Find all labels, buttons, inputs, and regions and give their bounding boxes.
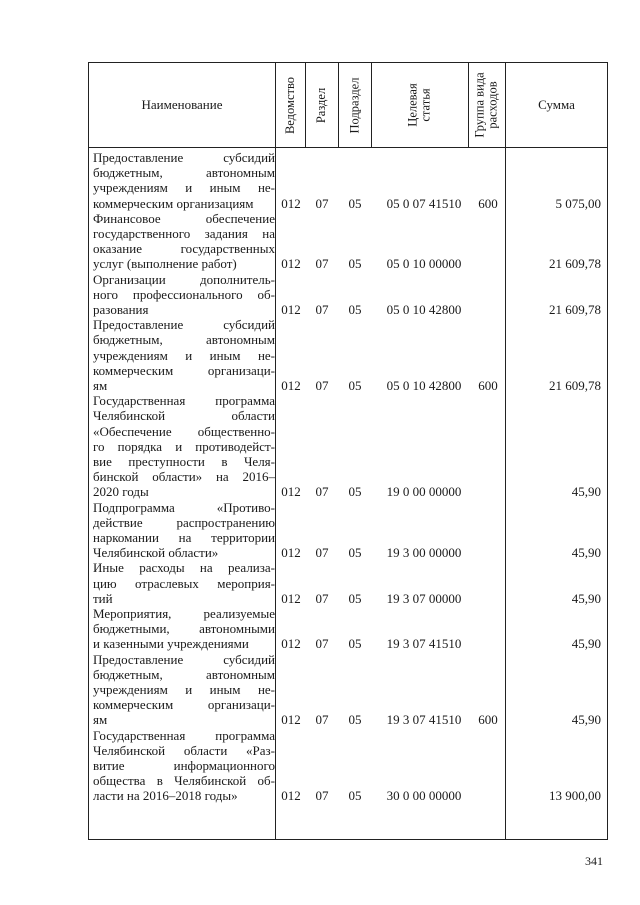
- row-podrazdel: 05: [348, 712, 362, 728]
- row-name-line: ям: [93, 712, 108, 728]
- row-celevaya: 19 3 07 41510: [386, 636, 462, 652]
- row-name-line: коммерческим организаци-: [93, 697, 275, 713]
- row-vedomstvo: 012: [281, 712, 301, 728]
- row-name-line: тий: [93, 590, 113, 606]
- row-celevaya: 05 0 07 41510: [386, 195, 462, 211]
- row-name-line: Предоставление субсидий: [93, 317, 275, 333]
- row-name-line: коммерческим организаци-: [93, 362, 275, 378]
- row-gruppa: 600: [478, 377, 498, 393]
- row-summa: 45,90: [571, 636, 601, 652]
- row-name-line: витие информационного: [93, 758, 275, 773]
- row-name: [93, 560, 275, 606]
- row-celevaya: 30 0 00 00000: [386, 788, 462, 804]
- row-name-line: вие преступности в Челя-: [93, 454, 275, 469]
- row-razdel: 07: [315, 195, 329, 211]
- row-podrazdel: 05: [348, 590, 362, 606]
- row-name-line: услуг (выполнение работ): [93, 256, 237, 272]
- row-vedomstvo: 012: [281, 545, 301, 561]
- row-vedomstvo: 012: [281, 377, 301, 393]
- row-razdel: 07: [315, 636, 329, 652]
- row-vedomstvo: 012: [281, 636, 301, 652]
- row-razdel: 07: [315, 590, 329, 606]
- row-razdel: 07: [315, 788, 329, 804]
- row-name-line: Финансовое обеспечение: [93, 210, 275, 226]
- header-summa-cell: [506, 63, 607, 147]
- row-vedomstvo: 012: [281, 590, 301, 606]
- row-summa: 5 075,00: [555, 195, 601, 211]
- row-name-line: Государственная программа: [93, 393, 275, 409]
- header-gruppa: [474, 72, 500, 137]
- row-name-line: ласти на 2016–2018 годы»: [93, 788, 238, 804]
- row-name-line: общества в Челябинской об-: [93, 773, 275, 789]
- header-razdel-cell: [306, 63, 338, 147]
- row-name-line: го порядка и противодейст-: [93, 438, 275, 454]
- row-name-line: бинской области» на 2016–: [93, 469, 275, 485]
- row-vedomstvo: 012: [281, 195, 301, 211]
- row-vedomstvo: 012: [281, 256, 301, 272]
- row-name-line: ям: [93, 378, 108, 393]
- header-name-cell: [89, 63, 275, 147]
- header-razdel: Раздел: [314, 87, 329, 123]
- row-podrazdel: 05: [348, 301, 362, 317]
- row-celevaya: 19 3 07 00000: [386, 590, 462, 606]
- row-podrazdel: 05: [348, 195, 362, 211]
- row-name-line: Предоставление субсидий: [93, 150, 275, 165]
- row-name-line: Подпрограмма «Противо-: [93, 499, 275, 515]
- row-gruppa: 600: [478, 195, 498, 211]
- header-vedomstvo-cell: [276, 63, 305, 147]
- row-name-line: наркомании на территории: [93, 530, 275, 545]
- row-vedomstvo: 012: [281, 301, 301, 317]
- table-row: [89, 150, 607, 211]
- table-row: [89, 500, 607, 561]
- header-gruppa-line2: расходов: [486, 81, 501, 129]
- header-name: Наименование: [141, 97, 223, 112]
- row-name-line: учреждениям и иным не-: [93, 347, 275, 363]
- row-name: [93, 393, 275, 499]
- row-celevaya: 19 3 07 41510: [386, 712, 462, 728]
- row-gruppa: 600: [478, 712, 498, 728]
- header-podrazdel: Подраздел: [347, 77, 362, 133]
- row-summa: 45,90: [571, 545, 601, 561]
- row-name: [93, 500, 275, 561]
- row-name-line: Предоставление субсидий: [93, 651, 275, 667]
- row-razdel: 07: [315, 377, 329, 393]
- table-row: [89, 272, 607, 318]
- table-row: [89, 560, 607, 606]
- row-name-line: 2020 годы: [93, 484, 149, 500]
- header-celevaya-line2: статья: [419, 88, 433, 122]
- row-name: [93, 317, 275, 393]
- row-name-line: Челябинской области «Раз-: [93, 742, 275, 758]
- row-name: [93, 728, 275, 804]
- row-name-line: Организации дополнитель-: [93, 271, 275, 287]
- header-celevaya: [407, 83, 433, 126]
- row-razdel: 07: [315, 484, 329, 500]
- row-celevaya: 05 0 10 42800: [386, 301, 462, 317]
- row-name: [93, 652, 275, 728]
- row-name: [93, 211, 275, 272]
- row-name-line: Мероприятия, реализуемые: [93, 606, 275, 621]
- row-celevaya: 05 0 10 00000: [386, 256, 462, 272]
- table-row: [89, 317, 607, 393]
- row-summa: 21 609,78: [549, 301, 601, 317]
- row-razdel: 07: [315, 256, 329, 272]
- table-row: [89, 606, 607, 652]
- header-gruppa-cell: [469, 63, 505, 147]
- page-number: 341: [585, 854, 603, 868]
- header-vedomstvo: Ведомство: [283, 76, 297, 134]
- row-name-line: Челябинской области»: [93, 545, 219, 561]
- row-podrazdel: 05: [348, 256, 362, 272]
- row-celevaya: 19 3 00 00000: [386, 545, 462, 561]
- row-summa: 21 609,78: [549, 377, 601, 393]
- row-vedomstvo: 012: [281, 484, 301, 500]
- row-summa: 45,90: [571, 484, 601, 500]
- header-gruppa-line1: Группа вида: [473, 72, 488, 138]
- row-summa: 21 609,78: [549, 256, 601, 272]
- table-row: [89, 211, 607, 272]
- row-name-line: и казенными учреждениями: [93, 636, 249, 652]
- header-celevaya-line1: Целевая: [406, 83, 420, 127]
- row-podrazdel: 05: [348, 545, 362, 561]
- header-podrazdel-cell: [339, 63, 371, 147]
- row-podrazdel: 05: [348, 484, 362, 500]
- budget-table: [88, 62, 608, 840]
- row-name: [93, 272, 275, 318]
- row-vedomstvo: 012: [281, 788, 301, 804]
- row-name-line: Челябинской области: [93, 408, 275, 424]
- row-podrazdel: 05: [348, 636, 362, 652]
- row-name-line: учреждениям и иным не-: [93, 180, 275, 196]
- row-name: [93, 606, 275, 652]
- row-name-line: «Обеспечение общественно-: [93, 423, 275, 439]
- row-celevaya: 19 0 00 00000: [386, 484, 462, 500]
- row-summa: 45,90: [571, 712, 601, 728]
- table-row: [89, 393, 607, 499]
- row-name-line: Государственная программа: [93, 727, 275, 743]
- row-razdel: 07: [315, 712, 329, 728]
- row-name-line: учреждениям и иным не-: [93, 682, 275, 697]
- row-name-line: разования: [93, 302, 149, 317]
- row-summa: 13 900,00: [549, 788, 601, 804]
- row-name-line: бюджетным, автономным: [93, 332, 275, 348]
- row-celevaya: 05 0 10 42800: [386, 377, 462, 393]
- row-podrazdel: 05: [348, 377, 362, 393]
- row-razdel: 07: [315, 545, 329, 561]
- row-name-line: цию отраслевых мероприя-: [93, 575, 275, 591]
- row-podrazdel: 05: [348, 788, 362, 804]
- row-name: [93, 150, 275, 211]
- row-name-line: бюджетным, автономным: [93, 165, 275, 181]
- row-name-line: действие распространению: [93, 514, 275, 530]
- row-name-line: Иные расходы на реализа-: [93, 560, 275, 576]
- table-row: [89, 728, 607, 804]
- row-name-line: оказание государственных: [93, 241, 275, 257]
- table-row: [89, 652, 607, 728]
- row-summa: 45,90: [571, 590, 601, 606]
- row-name-line: бюджетными, автономными: [93, 621, 275, 637]
- header-summa: Сумма: [538, 97, 575, 112]
- row-name-line: государственного задания на: [93, 226, 275, 241]
- row-razdel: 07: [315, 301, 329, 317]
- row-name-line: ного профессионального об-: [93, 286, 275, 302]
- row-name-line: бюджетным, автономным: [93, 666, 275, 682]
- row-name-line: коммерческим организациям: [93, 195, 254, 211]
- table-header: [89, 63, 607, 148]
- header-celevaya-cell: [372, 63, 468, 147]
